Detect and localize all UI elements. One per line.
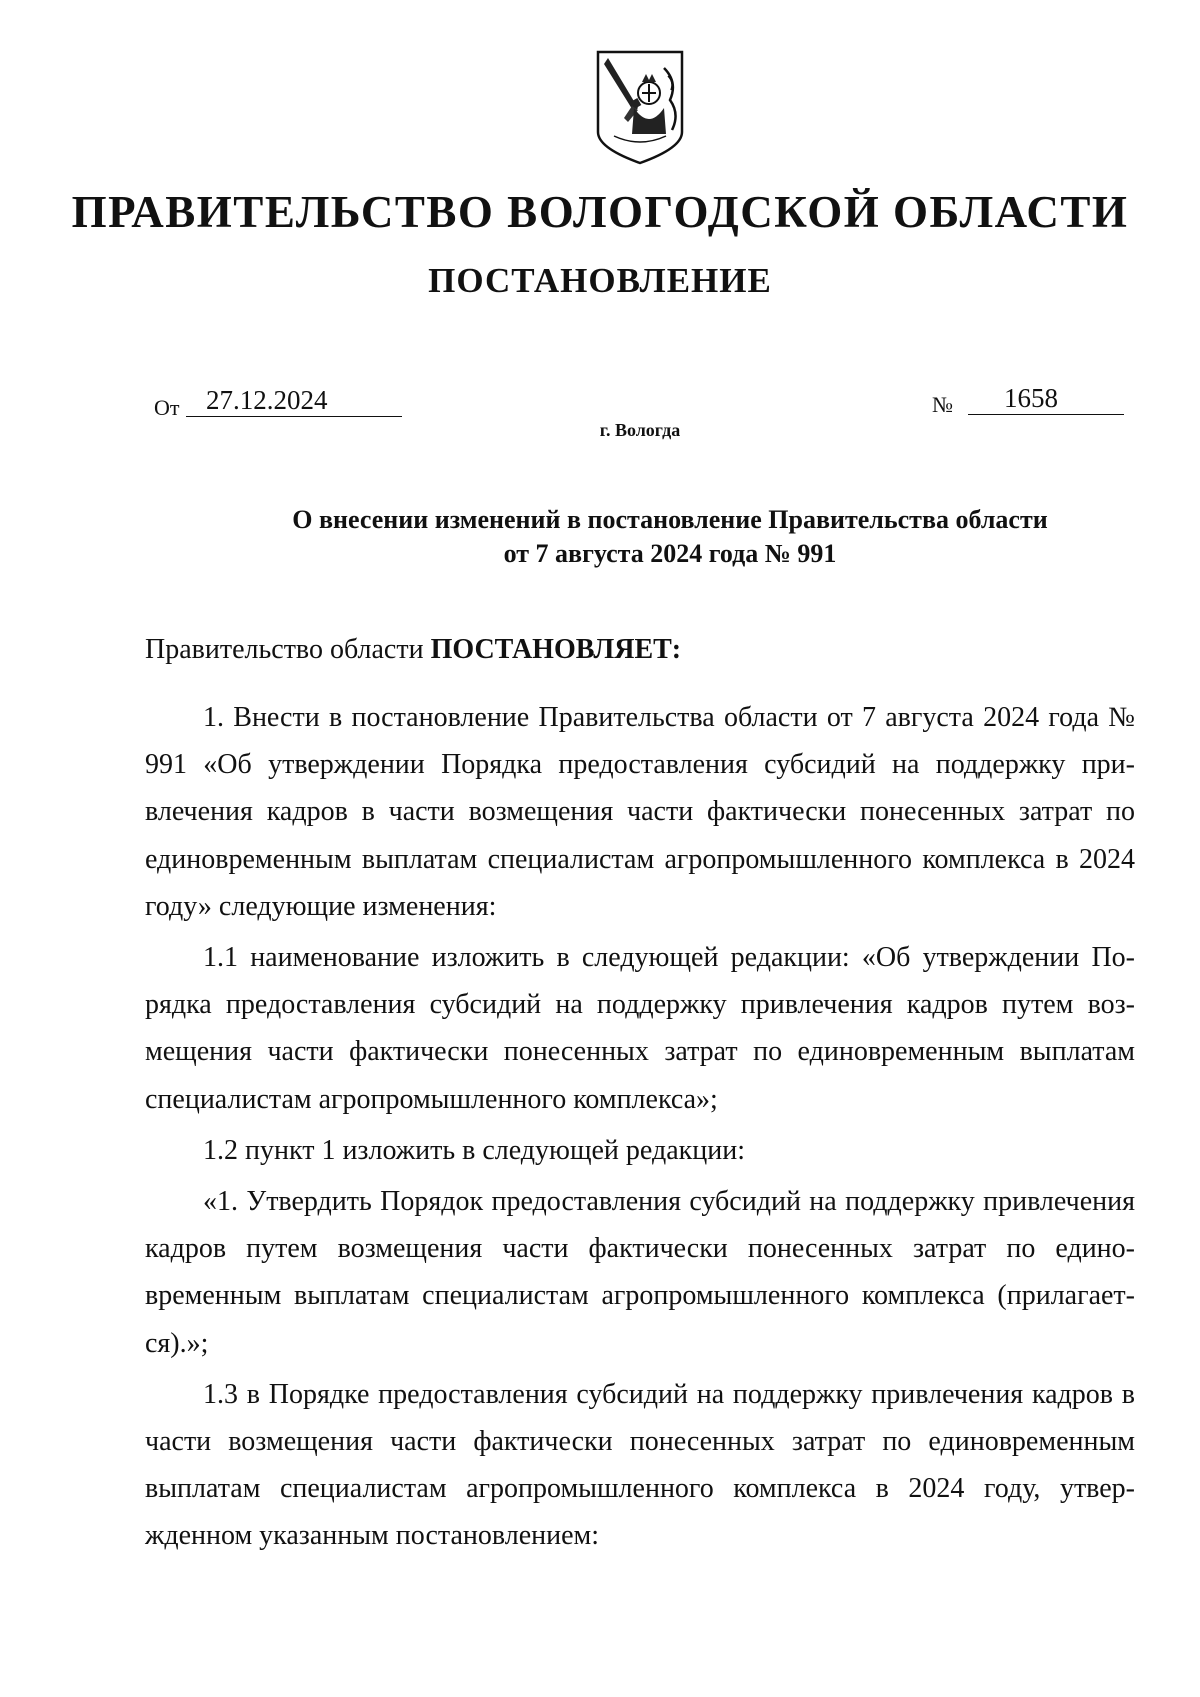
date-label: От — [154, 395, 180, 420]
preamble-emphasis: ПОСТАНОВЛЯЕТ: — [430, 634, 682, 665]
subject-line-1: О внесении изменений в постановление Правительства области — [292, 505, 1048, 534]
document-body — [145, 694, 1135, 1564]
paragraph-1-1: 1.1 наименование изложить в следующей редакции: «Об утверждении Порядка предоставления субсидий на поддержку привлечения кадров путем возмещения части фактически понесенных затрат по единовременным выплатам специалистам агропромышленного комплекса»; — [145, 942, 1135, 1115]
document-number: 1658 — [968, 382, 1124, 415]
paragraph-1-2-quote: «1. Утвердить Порядок предоставления субсидий на поддержку привлечения кадров путем возмещения части фактически понесенных затрат по единовременным выплатам специалистам агропромышленного комплекса (прилагается).»; — [145, 1186, 1135, 1359]
document-type: ПОСТАНОВЛЕНИЕ — [428, 261, 772, 300]
government-title: ПРАВИТЕЛЬСТВО ВОЛОГОДСКОЙ ОБЛАСТИ — [71, 187, 1129, 237]
paragraph-1: 1. Внести в постановление Правительства области от 7 августа 2024 года № 991 «Об утверждении Порядка предоставления субсидий на поддержку привлечения кадров в части возмещения части фактически понесенных затрат по единовременным выплатам специалистам агропромышленного комплекса в 2024 году» следующие изменения: — [145, 702, 1135, 922]
paragraph-1-2: 1.2 пункт 1 изложить в следующей редакции: — [203, 1134, 745, 1166]
preamble — [145, 632, 681, 668]
paragraph-1-3: 1.3 в Порядке предоставления субсидий на поддержку привлечения кадров в части возмещения части фактически понесенных затрат по единовременным выплатам специалистам агропромышленного комплекса в 2024 году, утвержденном указанным постановлением: — [145, 1378, 1135, 1552]
subject-line-2: от 7 августа 2024 года № 991 — [503, 539, 837, 568]
document-subject — [220, 503, 1120, 571]
number-label: № — [932, 392, 953, 417]
vologda-coat-of-arms-icon — [594, 48, 686, 166]
city: г. Вологда — [599, 420, 681, 440]
preamble-text: Правительство области — [145, 634, 431, 665]
document-date: 27.12.2024 — [186, 384, 402, 417]
